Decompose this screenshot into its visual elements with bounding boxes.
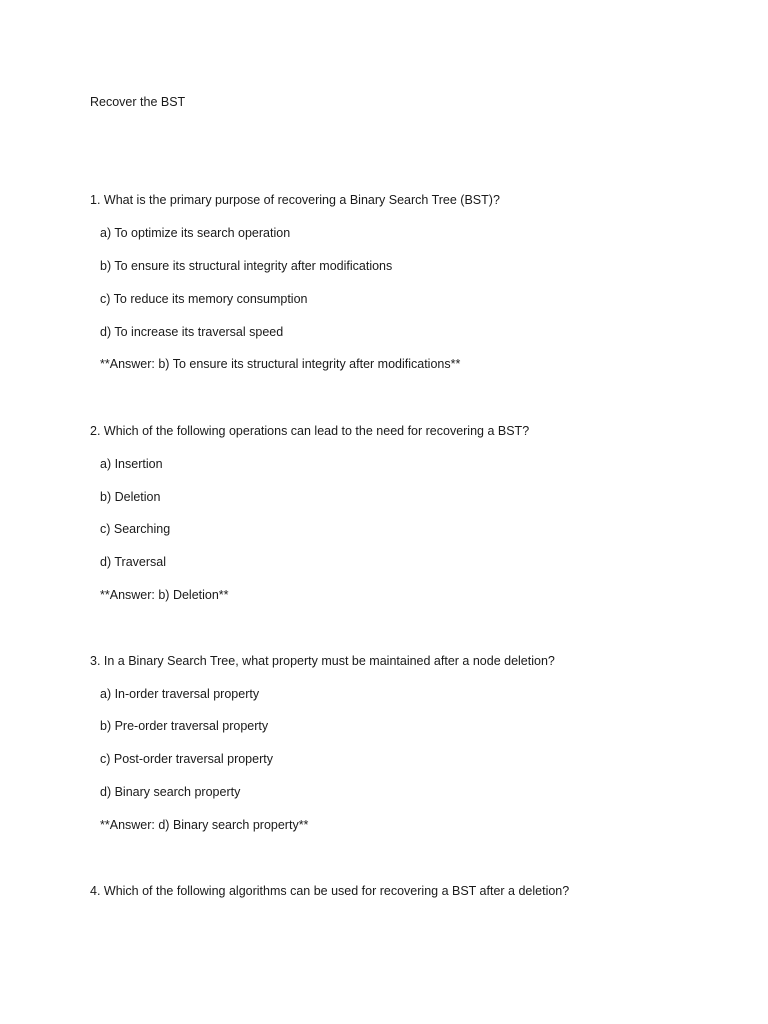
question-1-option-d: d) To increase its traversal speed — [100, 325, 284, 339]
question-1-option-b: b) To ensure its structural integrity after modifications — [100, 259, 393, 273]
question-2-text: 2. Which of the following operations can lead to the need for recovering a BST? — [90, 424, 530, 438]
document-title: Recover the BST — [90, 95, 186, 109]
question-4-text: 4. Which of the following algorithms can be used for recovering a BST after a deletion? — [90, 884, 570, 898]
question-1-option-c: c) To reduce its memory consumption — [100, 292, 308, 306]
question-2-option-a: a) Insertion — [100, 457, 163, 471]
question-1-answer: **Answer: b) To ensure its structural integrity after modifications** — [100, 357, 461, 371]
question-3-answer: **Answer: d) Binary search property** — [100, 818, 309, 832]
question-3-option-a: a) In-order traversal property — [100, 687, 260, 701]
question-2-answer: **Answer: b) Deletion** — [100, 588, 229, 602]
question-3-option-c: c) Post-order traversal property — [100, 752, 273, 766]
question-2-option-d: d) Traversal — [100, 555, 166, 569]
question-1-text: 1. What is the primary purpose of recovering a Binary Search Tree (BST)? — [90, 193, 500, 207]
question-3-option-d: d) Binary search property — [100, 785, 241, 799]
question-3-option-b: b) Pre-order traversal property — [100, 719, 269, 733]
question-2-option-c: c) Searching — [100, 522, 171, 536]
question-3-text: 3. In a Binary Search Tree, what property must be maintained after a node deletion? — [90, 654, 555, 668]
question-2-option-b: b) Deletion — [100, 490, 161, 504]
question-1-option-a: a) To optimize its search operation — [100, 226, 291, 240]
